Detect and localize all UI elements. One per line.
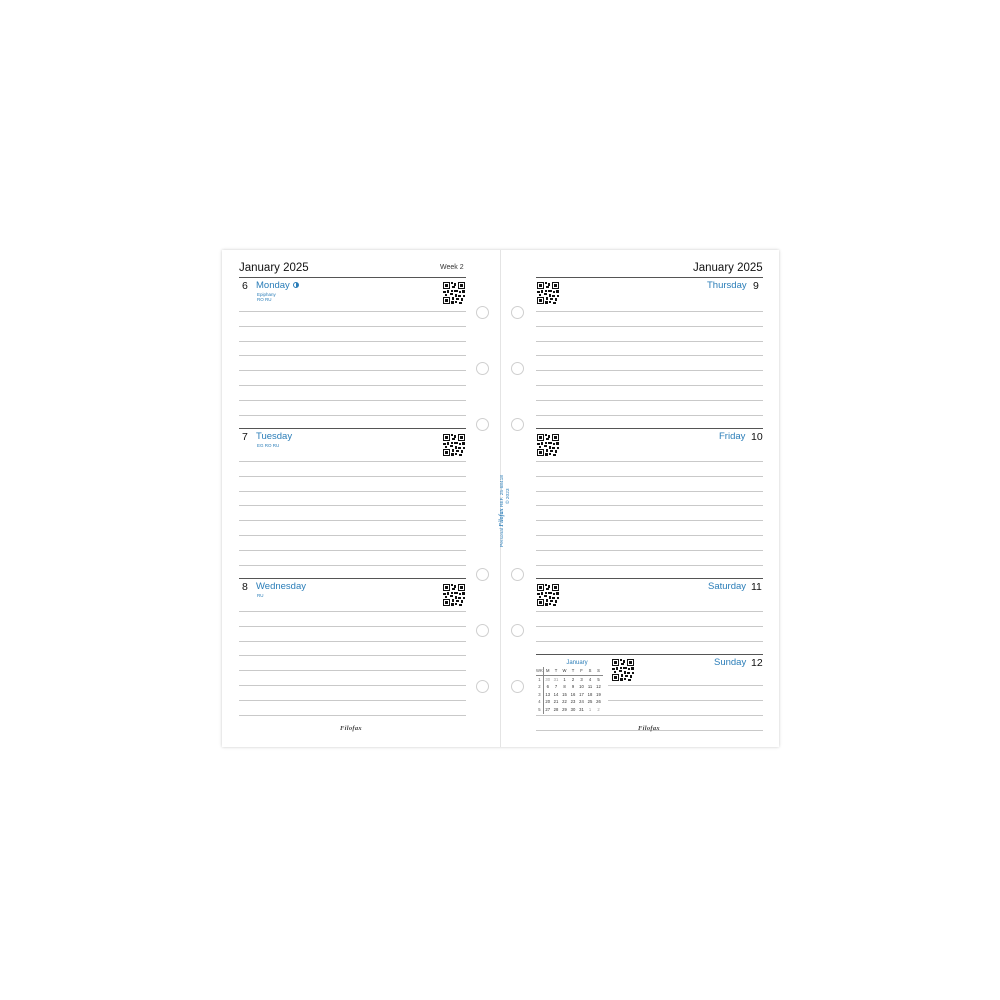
- header-rule: [536, 277, 763, 278]
- mini-calendar-day: 9: [571, 684, 575, 690]
- writing-line: [239, 535, 466, 536]
- mini-calendar-header-cell: S: [594, 667, 603, 675]
- country-codes-tuesday: EG RO RU: [257, 443, 280, 448]
- writing-line: [536, 626, 763, 627]
- qr-code-icon: [537, 282, 559, 304]
- mini-calendar-day: 4: [588, 676, 592, 682]
- day-divider: [239, 428, 466, 429]
- writing-line: [536, 641, 763, 642]
- writing-line: [239, 641, 466, 642]
- mini-calendar-day: 6: [546, 684, 549, 690]
- writing-line: [608, 700, 763, 701]
- day-divider: [536, 428, 763, 429]
- writing-line: [536, 715, 763, 716]
- day-divider: [536, 578, 763, 579]
- writing-line: [239, 700, 466, 701]
- ring-hole: [511, 568, 524, 581]
- spine-personal: Personal: [500, 528, 505, 547]
- writing-line: [536, 491, 763, 492]
- planner-spread: [222, 250, 779, 747]
- writing-line: [536, 400, 763, 401]
- writing-line: [536, 341, 763, 342]
- writing-line: [239, 476, 466, 477]
- writing-line: [239, 491, 466, 492]
- mini-calendar-week-row: [536, 675, 603, 683]
- writing-line: [239, 505, 466, 506]
- writing-line: [536, 370, 763, 371]
- qr-code-icon: [443, 282, 465, 304]
- day-divider: [536, 654, 763, 655]
- writing-line: [239, 370, 466, 371]
- first-quarter-moon-icon: [293, 282, 299, 288]
- mini-calendar-header-cell: F: [577, 667, 586, 675]
- mini-calendar-day: 10: [579, 684, 584, 690]
- mini-calendar-week-number: 5: [536, 706, 543, 714]
- mini-calendar-day: 26: [596, 699, 601, 705]
- mini-calendar-day: 12: [596, 684, 601, 690]
- writing-line: [536, 385, 763, 386]
- day-number-monday: 6: [242, 280, 248, 292]
- writing-line: [239, 415, 466, 416]
- ring-hole: [476, 680, 489, 693]
- mini-calendar-week-number: 3: [536, 691, 543, 699]
- mini-calendar-header-cell: T: [569, 667, 578, 675]
- mini-calendar-day: 2: [571, 676, 575, 682]
- mini-calendar-day: 19: [596, 691, 601, 697]
- mini-calendar-day: 17: [579, 691, 584, 697]
- mini-calendar-day: 3: [580, 676, 583, 682]
- ring-hole: [511, 362, 524, 375]
- writing-line: [239, 385, 466, 386]
- spine-ref: REF. 25-68418: [500, 475, 505, 508]
- left-page: [222, 250, 500, 747]
- day-divider: [239, 578, 466, 579]
- writing-line: [536, 355, 763, 356]
- writing-line: [536, 611, 763, 612]
- mini-calendar-header-cell: W: [560, 667, 569, 675]
- mini-calendar-day: 14: [553, 691, 559, 697]
- writing-line: [239, 565, 466, 566]
- mini-calendar-day: 23: [570, 699, 576, 705]
- left-month-title: January 2025: [239, 262, 309, 274]
- mini-calendar-month: January: [566, 660, 588, 666]
- mini-calendar-day: 24: [579, 699, 584, 705]
- writing-line: [239, 715, 466, 716]
- writing-line: [536, 476, 763, 477]
- qr-code-icon: [537, 584, 559, 606]
- spine-copyright: © 2023: [506, 488, 511, 504]
- day-number-thursday: 9: [753, 280, 759, 292]
- writing-line: [536, 415, 763, 416]
- writing-line: [239, 670, 466, 671]
- ring-hole: [511, 624, 524, 637]
- mini-calendar-day: 28: [553, 706, 559, 712]
- writing-line: [536, 550, 763, 551]
- writing-line: [239, 626, 466, 627]
- mini-calendar-week-row: [536, 683, 603, 691]
- day-number-sunday: 12: [751, 657, 763, 669]
- day-name-tuesday: Tuesday: [256, 431, 293, 442]
- mini-calendar-header-cell: S: [586, 667, 595, 675]
- mini-calendar-day: 13: [545, 691, 551, 697]
- day-name-saturday: Saturday: [708, 581, 747, 592]
- mini-calendar: [536, 659, 608, 714]
- writing-line: [239, 400, 466, 401]
- writing-line: [536, 326, 763, 327]
- right-page: [501, 250, 779, 747]
- mini-calendar-week-row: [536, 691, 603, 699]
- day-name-wednesday: Wednesday: [256, 581, 306, 592]
- writing-line: [239, 341, 466, 342]
- qr-code-icon: [537, 434, 559, 456]
- mini-calendar-day: 30: [570, 706, 576, 712]
- ring-hole: [476, 418, 489, 431]
- brand-logo-left: Filofax: [340, 725, 362, 732]
- day-name-friday: Friday: [719, 431, 746, 442]
- writing-line: [239, 655, 466, 656]
- mini-calendar-week-number: 4: [536, 698, 543, 706]
- writing-line: [608, 685, 763, 686]
- mini-calendar-day: 7: [554, 684, 558, 690]
- mini-calendar-day: 16: [570, 691, 576, 697]
- writing-line: [239, 685, 466, 686]
- writing-line: [239, 550, 466, 551]
- ring-hole: [511, 306, 524, 319]
- writing-line: [239, 520, 466, 521]
- writing-line: [536, 311, 763, 312]
- spine-brand: Filofax: [499, 508, 505, 527]
- ring-hole: [476, 362, 489, 375]
- day-number-friday: 10: [751, 431, 763, 443]
- mini-calendar-day: 30: [545, 676, 551, 682]
- mini-calendar-day: 8: [563, 684, 566, 690]
- day-name-sunday: Sunday: [714, 657, 747, 668]
- mini-calendar-day: 15: [562, 691, 567, 697]
- header-rule: [239, 277, 466, 278]
- mini-calendar-day: 18: [587, 691, 593, 697]
- right-month-title: January 2025: [693, 262, 763, 274]
- mini-calendar-day: 20: [545, 699, 551, 705]
- mini-calendar-week-number: 1: [536, 675, 543, 683]
- mini-calendar-week-number: 2: [536, 683, 543, 691]
- mini-calendar-day: 27: [545, 706, 551, 712]
- writing-line: [239, 326, 466, 327]
- ring-hole: [476, 624, 489, 637]
- writing-line: [536, 565, 763, 566]
- mini-calendar-day: 25: [587, 699, 593, 705]
- qr-code-icon: [443, 584, 465, 606]
- spine-imprint: [499, 475, 505, 547]
- day-name-monday: Monday: [256, 280, 299, 291]
- mini-calendar-header: [536, 667, 603, 675]
- mini-calendar-day: 31: [553, 676, 559, 682]
- writing-line: [239, 461, 466, 462]
- mini-calendar-grid: [536, 667, 603, 714]
- mini-calendar-header-cell: M: [543, 667, 552, 675]
- day-number-saturday: 11: [751, 581, 762, 593]
- country-codes-monday: RO RU: [257, 297, 272, 302]
- ring-hole: [476, 568, 489, 581]
- mini-calendar-day: 5: [597, 676, 600, 682]
- ring-hole: [476, 306, 489, 319]
- day-number-tuesday: 7: [242, 431, 248, 443]
- holiday-note-monday: Epiphany: [257, 292, 276, 297]
- mini-calendar-day: 11: [587, 684, 593, 690]
- writing-line: [536, 520, 763, 521]
- qr-code-icon: [443, 434, 465, 456]
- mini-calendar-week-row: [536, 698, 603, 706]
- mini-calendar-day: 31: [579, 706, 584, 712]
- qr-code-icon: [612, 659, 634, 681]
- country-codes-wednesday: RU: [257, 593, 264, 598]
- day-name-thursday: Thursday: [707, 280, 747, 291]
- mini-calendar-day: 29: [562, 706, 567, 712]
- mini-calendar-day: 1: [563, 676, 566, 682]
- mini-calendar-header-cell: WK: [536, 667, 543, 675]
- writing-line: [536, 461, 763, 462]
- ring-hole: [511, 418, 524, 431]
- brand-logo-right: Filofax: [638, 725, 660, 732]
- mini-calendar-day: 21: [553, 699, 559, 705]
- writing-line: [536, 505, 763, 506]
- mini-calendar-day: 2: [597, 706, 600, 712]
- ring-hole: [511, 680, 524, 693]
- writing-line: [239, 311, 466, 312]
- mini-calendar-header-cell: T: [552, 667, 561, 675]
- mini-calendar-day: 22: [562, 699, 567, 705]
- writing-line: [536, 535, 763, 536]
- day-number-wednesday: 8: [242, 581, 248, 593]
- mini-calendar-week-row: [536, 706, 603, 714]
- mini-calendar-day: 1: [588, 706, 592, 712]
- week-label: Week 2: [440, 264, 464, 271]
- writing-line: [239, 355, 466, 356]
- writing-line: [239, 611, 466, 612]
